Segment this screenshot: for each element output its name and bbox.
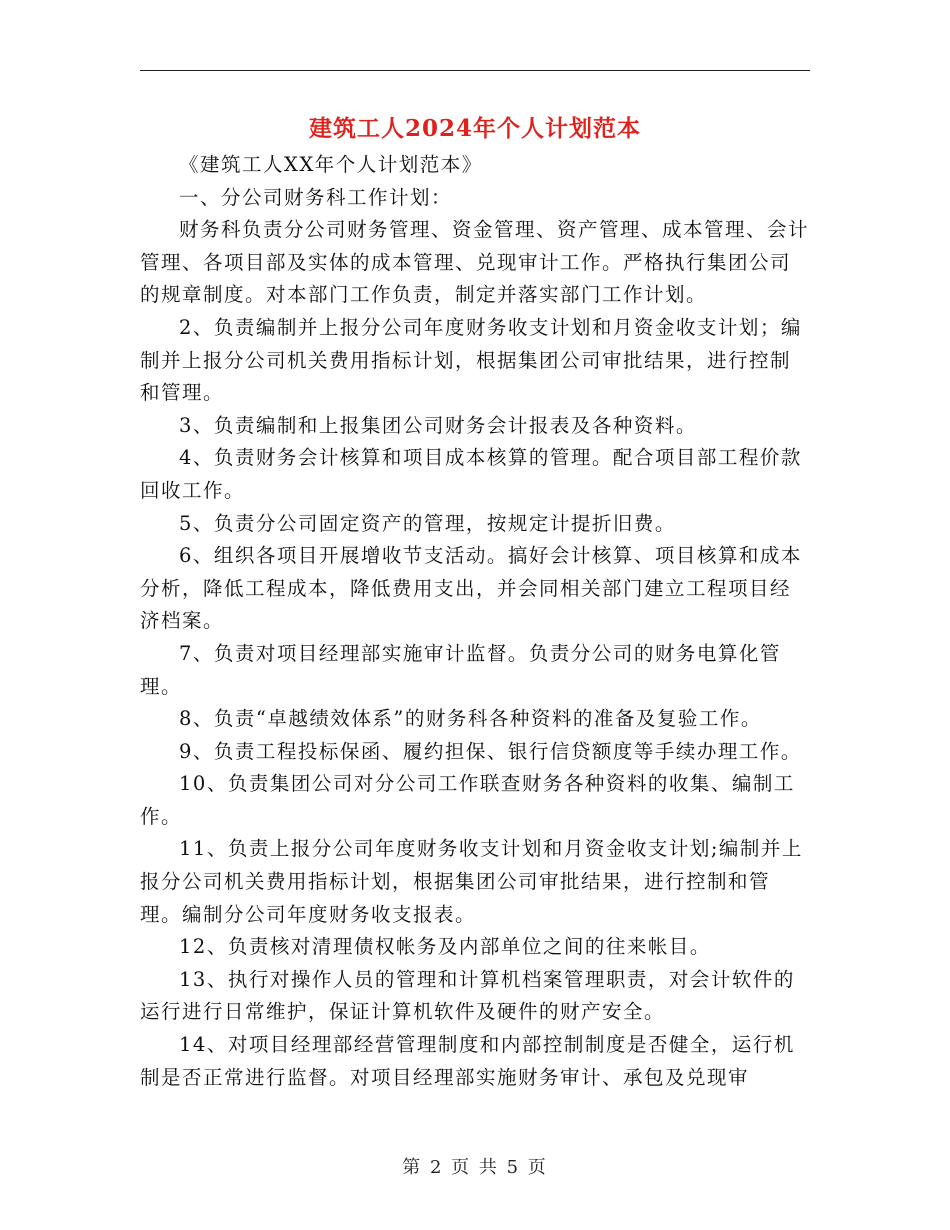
document-title: 建筑工人2024年个人计划范本: [308, 115, 641, 142]
paragraph-section-heading: 一、分公司财务科工作计划：: [179, 185, 453, 209]
paragraph: 6、组织各项目开展增收节支活动。搞好会计核算、项目核算和成本分析，降低工程成本，降低费用支出，并会同相关部门建立工程项目经济档案。: [140, 544, 802, 633]
paragraph: 4、负责财务会计核算和项目成本核算的管理。配合项目部工程价款回收工作。: [140, 446, 802, 502]
paragraph: 7、负责对项目经理部实施审计监督。负责分公司的财务电算化管理。: [140, 641, 781, 698]
paragraph: 5、负责分公司固定资产的管理，按规定计提折旧费。: [179, 511, 676, 535]
header-rule: [140, 70, 810, 71]
paragraph: 9、负责工程投标保函、履约担保、银行信贷额度等手续办理工作。: [179, 739, 802, 763]
paragraph: 10、负责集团公司对分公司工作联查财务各种资料的收集、编制工作。: [140, 772, 795, 828]
document-body: [140, 149, 810, 1094]
paragraph: 14、对项目经理部经营管理制度和内部控制制度是否健全，运行机制是否正常进行监督。对项目经理部实施财务审计、承包及兑现审: [140, 1033, 795, 1089]
paragraph: 11、负责上报分公司年度财务收支计划和月资金收支计划;编制并上报分公司机关费用指标计划，根据集团公司审批结果，进行控制和管理。编制分公司年度财务收支报表。: [140, 837, 803, 926]
paragraph: 3、负责编制和上报集团公司财务会计报表及各种资料。: [179, 413, 697, 437]
paragraph: 13、执行对操作人员的管理和计算机档案管理职责，对会计软件的运行进行日常维护，保证计算机软件及硬件的财产安全。: [140, 967, 795, 1024]
paragraph: 2、负责编制并上报分公司年度财务收支计划和月资金收支计划；编制并上报分公司机关费用指标计划，根据集团公司审批结果，进行控制和管理。: [140, 315, 802, 405]
page-number-footer: 第 2 页 共 5 页: [402, 1157, 548, 1178]
paragraph-intro-title: 《建筑工人XX年个人计划范本》: [179, 153, 483, 176]
paragraph: 8、负责“卓越绩效体系”的财务科各种资料的准备及复验工作。: [179, 707, 762, 731]
paragraph: 财务科负责分公司财务管理、资金管理、资产管理、成本管理、会计管理、各项目部及实体的成本管理、兑现审计工作。严格执行集团公司的规章制度。对本部门工作负责，制定并落实部门工作计划。: [140, 218, 810, 307]
paragraph: 12、负责核对清理债权帐务及内部单位之间的往来帐目。: [179, 935, 711, 959]
